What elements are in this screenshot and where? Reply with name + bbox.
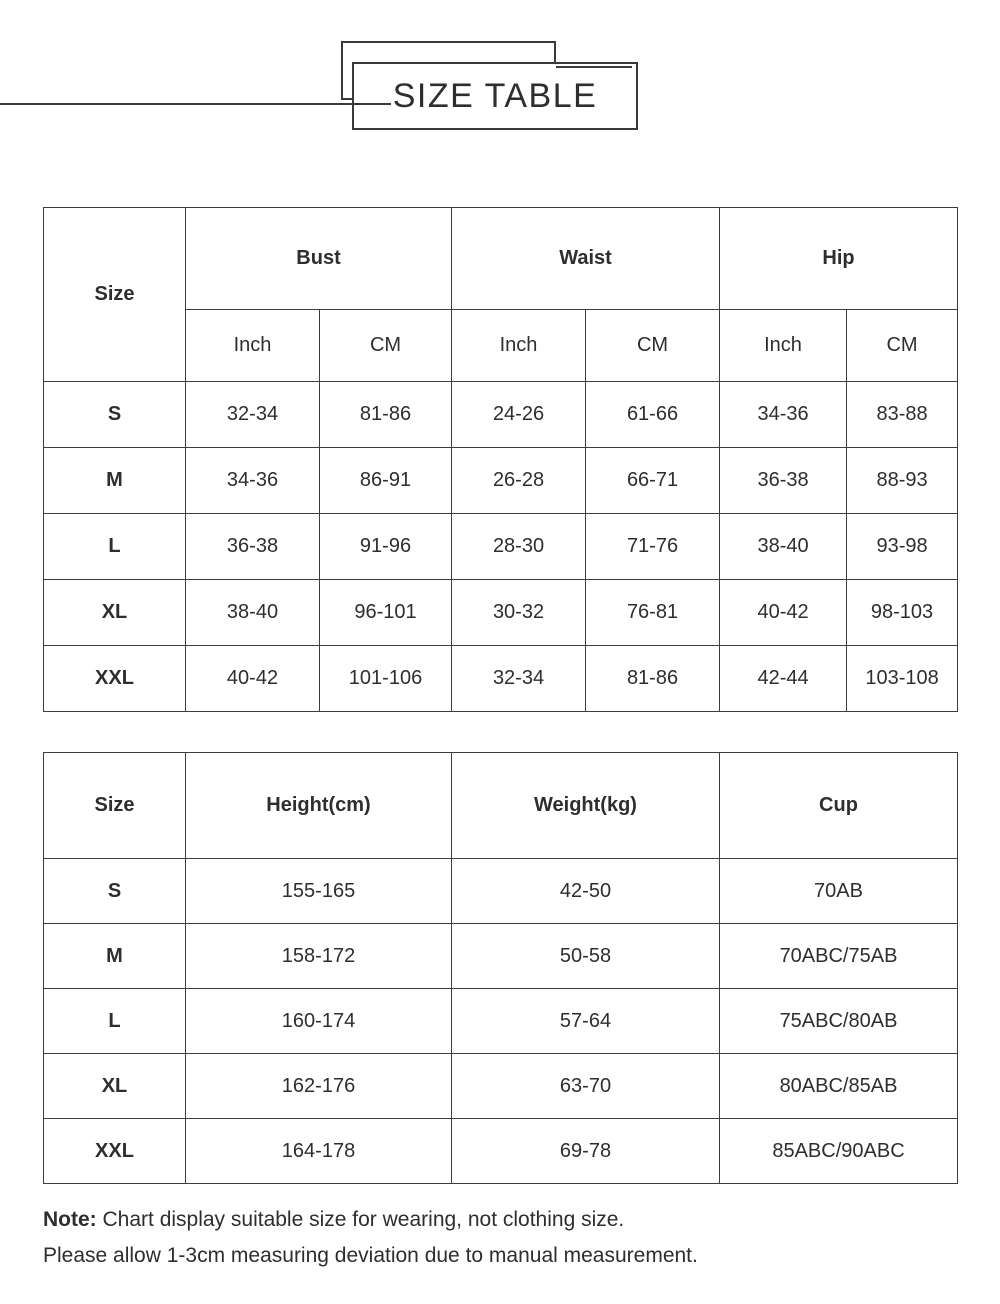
size-cell: M — [44, 448, 186, 514]
table-cell: 103-108 — [847, 646, 958, 712]
size-cell: XL — [44, 580, 186, 646]
size-column-header: Size — [44, 208, 186, 382]
table-row — [44, 989, 958, 1054]
hip-group-header: Hip — [720, 208, 958, 310]
table-cell: 63-70 — [452, 1054, 720, 1119]
size-cell: S — [44, 382, 186, 448]
size-cell: S — [44, 859, 186, 924]
table-cell: 91-96 — [320, 514, 452, 580]
size-cell: XXL — [44, 1119, 186, 1184]
table-cell: 71-76 — [586, 514, 720, 580]
table-cell: 86-91 — [320, 448, 452, 514]
table-cell: 30-32 — [452, 580, 586, 646]
table-cell: 28-30 — [452, 514, 586, 580]
table-cell: 42-50 — [452, 859, 720, 924]
table-cell: 155-165 — [186, 859, 452, 924]
table-cell: 66-71 — [586, 448, 720, 514]
size-cell: M — [44, 924, 186, 989]
table-cell: 24-26 — [452, 382, 586, 448]
note-text: Chart display suitable size for wearing, not clothing size. — [96, 1208, 625, 1231]
weight-column-header: Weight(kg) — [452, 753, 720, 859]
size-column-header: Size — [44, 753, 186, 859]
table-cell: 96-101 — [320, 580, 452, 646]
table-cell: 81-86 — [320, 382, 452, 448]
table-cell: 101-106 — [320, 646, 452, 712]
table-cell: 70ABC/75AB — [720, 924, 958, 989]
table-cell: 69-78 — [452, 1119, 720, 1184]
table-cell: 162-176 — [186, 1054, 452, 1119]
table-cell: 93-98 — [847, 514, 958, 580]
unit-header: CM — [847, 310, 958, 382]
table-row — [44, 448, 958, 514]
table-cell: 40-42 — [186, 646, 320, 712]
page-title: SIZE TABLE — [392, 76, 598, 115]
table-cell: 81-86 — [586, 646, 720, 712]
table-cell: 50-58 — [452, 924, 720, 989]
table-cell: 83-88 — [847, 382, 958, 448]
title-banner — [0, 0, 1000, 175]
table-row — [44, 1119, 958, 1184]
table-cell: 164-178 — [186, 1119, 452, 1184]
table-row — [44, 580, 958, 646]
table-cell: 36-38 — [720, 448, 847, 514]
table-cell: 26-28 — [452, 448, 586, 514]
unit-header: Inch — [452, 310, 586, 382]
height-column-header: Height(cm) — [186, 753, 452, 859]
table-row — [44, 1054, 958, 1119]
table-cell: 38-40 — [720, 514, 847, 580]
table-row — [44, 924, 958, 989]
size-cell: L — [44, 514, 186, 580]
table-cell: 32-34 — [452, 646, 586, 712]
table-cell: 80ABC/85AB — [720, 1054, 958, 1119]
fit-guide-table — [43, 752, 958, 1184]
note-line-2: Please allow 1-3cm measuring deviation due to manual measurement. — [43, 1244, 698, 1267]
note-block — [43, 1202, 1000, 1274]
unit-header: CM — [320, 310, 452, 382]
table-cell: 76-81 — [586, 580, 720, 646]
bust-group-header: Bust — [186, 208, 452, 310]
table-cell: 61-66 — [586, 382, 720, 448]
title-box — [352, 62, 638, 130]
size-cell: L — [44, 989, 186, 1054]
note-line-1 — [43, 1202, 1000, 1238]
table-cell: 88-93 — [847, 448, 958, 514]
table-header-row — [44, 208, 958, 310]
table-cell: 70AB — [720, 859, 958, 924]
decor-line-left — [0, 103, 391, 105]
table-cell: 38-40 — [186, 580, 320, 646]
table-cell: 34-36 — [720, 382, 847, 448]
table-cell: 158-172 — [186, 924, 452, 989]
table-row — [44, 382, 958, 448]
table-cell: 75ABC/80AB — [720, 989, 958, 1054]
table-header-row — [44, 753, 958, 859]
unit-header: Inch — [186, 310, 320, 382]
table-cell: 34-36 — [186, 448, 320, 514]
waist-group-header: Waist — [452, 208, 720, 310]
note-label: Note: — [43, 1208, 97, 1231]
table-cell: 42-44 — [720, 646, 847, 712]
table-cell: 85ABC/90ABC — [720, 1119, 958, 1184]
unit-header: Inch — [720, 310, 847, 382]
table-cell: 98-103 — [847, 580, 958, 646]
table-cell: 40-42 — [720, 580, 847, 646]
table-row — [44, 859, 958, 924]
decor-line-right — [556, 66, 632, 68]
table-row — [44, 514, 958, 580]
cup-column-header: Cup — [720, 753, 958, 859]
size-cell: XXL — [44, 646, 186, 712]
table-cell: 57-64 — [452, 989, 720, 1054]
unit-header: CM — [586, 310, 720, 382]
table-cell: 160-174 — [186, 989, 452, 1054]
table-cell: 36-38 — [186, 514, 320, 580]
table-cell: 32-34 — [186, 382, 320, 448]
table-row — [44, 646, 958, 712]
size-cell: XL — [44, 1054, 186, 1119]
measurement-table — [43, 207, 958, 712]
